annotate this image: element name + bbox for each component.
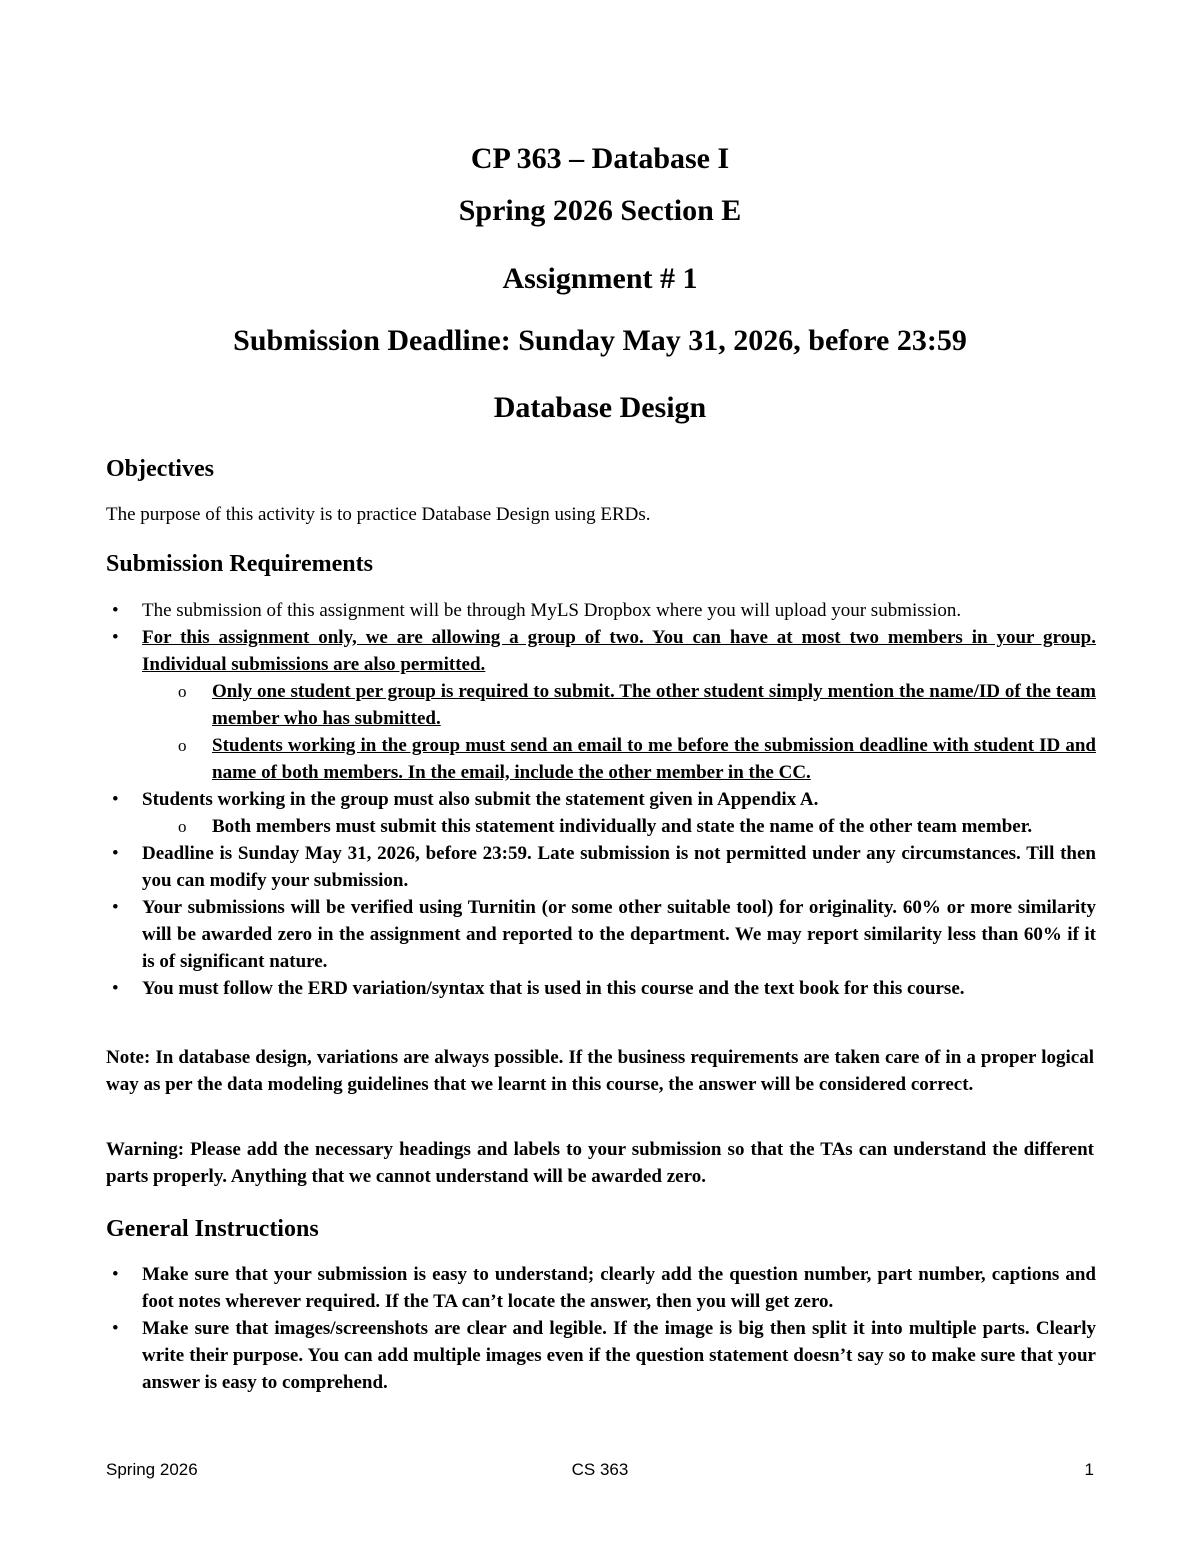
submission-list [106,597,1096,1002]
bullet-icon: • [112,1318,119,1339]
list-item: • Make sure that images/screenshots are clear and legible. If the image is big then split it into multiple parts. Clearly write their purpose. You can add multiple images even if the question statement doesn’t say so to make sure that your answer is easy to comprehend. [106,1315,1096,1396]
objectives-text: The purpose of this activity is to practice Database Design using ERDs. [106,504,651,525]
list-item: • For this assignment only, we are allowing a group of two. You can have at most two members in your group. Individual submissions are also permitted. [106,624,1096,678]
footer-course: CS 363 [571,1460,629,1479]
note-paragraph: Note: In database design, variations are always possible. If the business requirements are taken care of in a proper logical way as per the data modeling guidelines that we learnt in this course, the answer will be considered correct. [106,1047,1094,1095]
bullet-icon: • [112,978,119,999]
sub-bullet-icon: o [178,817,187,836]
sub-list-item: o Only one student per group is required to submit. The other student simply mention the name/ID of the team member who has submitted. [106,678,1096,732]
topic-title: Database Design [493,391,707,424]
bullet-icon: • [112,1264,119,1285]
objectives-heading: Objectives [106,456,214,482]
deadline-title: Submission Deadline: Sunday May 31, 2026, before 23:59 [233,324,967,357]
bullet-icon: • [112,843,119,864]
sub-bullet-icon: o [178,736,187,755]
page-number: 1 [1084,1460,1094,1479]
footer-term: Spring 2026 [106,1460,198,1479]
assignment-title: Assignment # 1 [502,262,698,295]
sub-list-item: o Students working in the group must send an email to me before the submission deadline with student ID and name of both members. In the email, include the other member in the CC. [106,732,1096,786]
bullet-icon: • [112,627,119,648]
bullet-icon: • [112,600,119,621]
list-item: • Make sure that your submission is easy to understand; clearly add the question number, part number, captions and foot notes wherever required. If the TA can’t locate the answer, then you will get zero. [106,1261,1096,1315]
sub-list-item: o Both members must submit this statement individually and state the name of the other team member. [106,813,1096,840]
sub-bullet-icon: o [178,682,187,701]
course-title: CP 363 – Database I [470,142,730,175]
bullet-icon: • [112,789,119,810]
list-item: • Deadline is Sunday May 31, 2026, before 23:59. Late submission is not permitted under any circumstances. Till then you can modify your submission. [106,840,1096,894]
general-list [106,1261,1096,1396]
bullet-icon: • [112,897,119,918]
list-item: • Students working in the group must also submit the statement given in Appendix A. [106,786,1096,813]
warning-paragraph: Warning: Please add the necessary headings and labels to your submission so that the TAs can understand the different parts properly. Anything that we cannot understand will be awarded zero. [106,1139,1094,1187]
list-item: • Your submissions will be verified using Turnitin (or some other suitable tool) for originality. 60% or more similarity will be awarded zero in the assignment and reported to the department. We may report similarity less than 60% if it is of significant nature. [106,894,1096,975]
general-heading: General Instructions [106,1216,319,1242]
list-item: • The submission of this assignment will be through MyLS Dropbox where you will upload your submission. [106,597,1096,624]
submission-heading: Submission Requirements [106,551,373,577]
term-title: Spring 2026 Section E [458,194,742,227]
list-item: • You must follow the ERD variation/syntax that is used in this course and the text book for this course. [106,975,1096,1002]
